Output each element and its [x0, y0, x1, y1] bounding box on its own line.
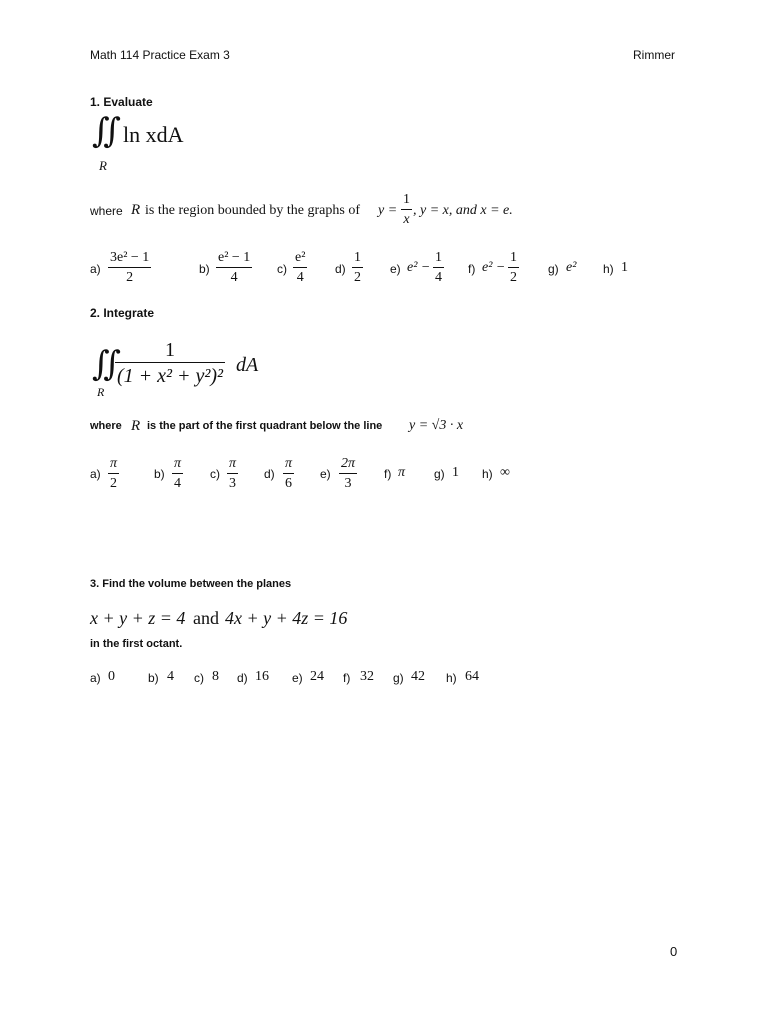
q2-region-subscript: R — [97, 385, 105, 399]
q3-choice-h-value: 64 — [465, 669, 479, 684]
q2-choice-e-num: 2π — [341, 456, 356, 471]
q2-choice-d-value — [283, 457, 294, 491]
q3-choice-b-value: 4 — [167, 669, 174, 684]
q3-choice-a-label: a) — [90, 671, 101, 685]
q1-double-integral-sign: ∬ — [92, 113, 121, 150]
q1-where-text: is the region bounded by the graphs of — [145, 203, 361, 218]
q2-choice-c-num: π — [229, 456, 237, 471]
q2-num: 1 — [165, 339, 176, 361]
q2-choice-b-num: π — [174, 456, 182, 471]
q2-choice-a-den: 2 — [110, 476, 117, 491]
q1-choice-h-value: 1 — [621, 260, 628, 275]
q2-choice-d-num: π — [285, 456, 293, 471]
q2-choice-g-label: g) — [434, 467, 445, 481]
q1-rest: , y = x, and x = e. — [413, 203, 513, 218]
page-number: 0 — [670, 944, 678, 959]
q2-where-text: is the part of the first quadrant below the line — [147, 420, 383, 432]
q1-where-var: R — [131, 202, 141, 218]
q2-heading: 2. Integrate — [90, 306, 155, 320]
q1-choice-f-prefix: e² − — [482, 260, 506, 275]
q1-choice-g-value: e² — [566, 260, 577, 275]
q1-frac-den: x — [403, 212, 410, 227]
author-name: Rimmer — [633, 48, 675, 62]
q2-choice-c-den: 3 — [229, 476, 236, 491]
q1-one-over-x — [401, 193, 412, 227]
q1-choice-c-label: c) — [277, 262, 287, 276]
q1-choice-b-num: e² − 1 — [218, 250, 251, 265]
q2-choice-d-label: d) — [264, 467, 275, 481]
q2-dA: dA — [236, 354, 259, 376]
q1-choice-f-den: 2 — [510, 270, 517, 285]
q1-frac-num: 1 — [403, 192, 410, 207]
q3-choice-c-label: c) — [194, 671, 204, 685]
q3-choice-h-label: h) — [446, 671, 457, 685]
q1-choice-f-value — [508, 251, 519, 285]
q1-choice-c-value — [293, 251, 307, 285]
q2-choice-e-value — [339, 457, 357, 491]
q3-choice-f-label: f) — [343, 671, 351, 685]
q1-choice-g-label: g) — [548, 262, 559, 276]
q1-choice-a-label: a) — [90, 262, 101, 276]
q2-choice-a-num: π — [110, 456, 118, 471]
q1-choice-e-value — [433, 251, 444, 285]
q1-choice-a-den: 2 — [126, 270, 134, 285]
q2-choice-d-den: 6 — [285, 476, 292, 491]
q1-region-subscript: R — [99, 158, 107, 173]
q3-eq2: 4x + y + 4z = 16 — [225, 608, 348, 628]
q2-choice-e-label: e) — [320, 467, 331, 481]
q2-line-eq: y = √3 · x — [409, 418, 464, 433]
q1-choice-h-label: h) — [603, 262, 614, 276]
q2-where-var: R — [131, 418, 141, 434]
q1-choice-b-label: b) — [199, 262, 210, 276]
q1-choice-a-num: 3e² − 1 — [110, 250, 150, 265]
q3-choice-d-value: 16 — [255, 669, 269, 684]
q3-choice-d-label: d) — [237, 671, 248, 685]
q2-den: (1 + x² + y²)² — [117, 365, 224, 387]
q3-choice-f-value: 32 — [360, 669, 374, 684]
q1-y-eq: y = — [378, 203, 398, 218]
q2-choice-h-value: ∞ — [500, 465, 510, 480]
q1-choice-d-value — [352, 251, 363, 285]
q1-heading: 1. Evaluate — [90, 95, 153, 109]
q2-choice-e-den: 3 — [344, 476, 352, 491]
q1-choice-d-label: d) — [335, 262, 346, 276]
q2-integrand-fraction — [115, 340, 225, 386]
q1-choice-a-value — [108, 251, 151, 285]
q2-choice-a-label: a) — [90, 467, 101, 481]
q3-choice-c-value: 8 — [212, 669, 219, 684]
q1-choice-e-num: 1 — [435, 250, 442, 265]
q1-choice-f-label: f) — [468, 262, 476, 276]
q2-choice-c-label: c) — [210, 467, 220, 481]
q2-choice-f-value: π — [398, 465, 406, 480]
q3-choice-g-value: 42 — [411, 669, 425, 684]
q3-choice-g-label: g) — [393, 671, 404, 685]
q3-choice-b-label: b) — [148, 671, 159, 685]
q2-choice-f-label: f) — [384, 467, 392, 481]
q1-choice-c-den: 4 — [296, 270, 304, 285]
q1-choice-b-den: 4 — [230, 270, 238, 285]
q1-choice-e-prefix: e² − — [407, 260, 431, 275]
q2-where: where — [90, 420, 122, 432]
q2-choice-b-label: b) — [154, 467, 165, 481]
q3-heading: 3. Find the volume between the planes — [90, 578, 292, 590]
q1-choice-c-num: e² — [295, 250, 306, 265]
q2-choice-a-value — [108, 457, 119, 491]
q3-eq1: x + y + z = 4 — [90, 608, 186, 628]
q3-and: and — [193, 608, 219, 628]
q3-choice-e-label: e) — [292, 671, 303, 685]
q2-choice-h-label: h) — [482, 467, 493, 481]
q2-choice-b-value — [172, 457, 183, 491]
q2-choice-c-value — [227, 457, 238, 491]
q2-choice-g-value: 1 — [452, 465, 459, 480]
q2-double-integral-sign: ∬ — [92, 346, 121, 383]
q1-choice-d-num: 1 — [354, 250, 361, 265]
q1-choice-d-den: 2 — [354, 270, 361, 285]
q1-choice-f-num: 1 — [510, 250, 517, 265]
q1-integrand: ln xdA — [123, 122, 184, 147]
q1-choice-b-value — [216, 251, 252, 285]
q1-where: where — [90, 204, 123, 218]
q3-choice-e-value: 24 — [310, 669, 324, 684]
q2-choice-b-den: 4 — [174, 476, 181, 491]
q3-choice-a-value: 0 — [108, 669, 115, 684]
q1-choice-e-den: 4 — [435, 270, 442, 285]
exam-title: Math 114 Practice Exam 3 — [90, 48, 230, 62]
q3-subtext: in the first octant. — [90, 638, 183, 650]
q1-choice-e-label: e) — [390, 262, 401, 276]
